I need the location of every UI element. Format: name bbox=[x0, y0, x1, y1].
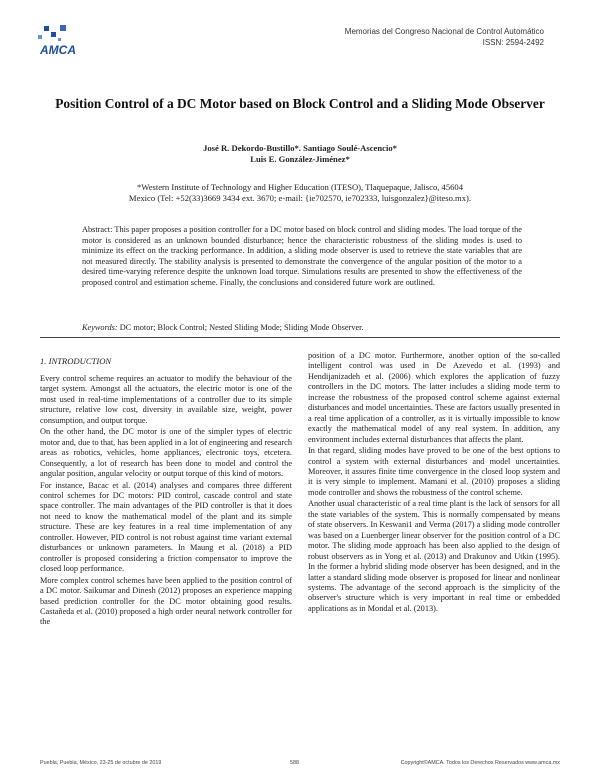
authors-line-2: Luis E. González-Jiménez* bbox=[250, 154, 350, 164]
amca-logo bbox=[34, 22, 104, 60]
keywords bbox=[82, 323, 522, 334]
journal-name: Memorias del Congreso Nacional de Control Automático bbox=[344, 27, 544, 36]
left-column bbox=[40, 374, 292, 629]
footer-location: Puebla, Puebla, México, 23-25 de octubre de 2019 bbox=[40, 760, 162, 766]
paragraph: Another usual characteristic of a real time plant is the lack of sensors for all the state variables of the system. This is normally compensated by means of state observers. In Keswani1 and Verma (2017) a sliding mode controller was based on a Luenberger linear observer for the position control of a DC motor. The sliding mode approach has been also applied to the design of robust observers as in Yong et al. (2013) and Drakunov and Utkin (1995). In the former a hybrid sliding mode observer has been designed, and in the latter a standard sliding mode observer is proposed for linear and nonlinear systems. The advantage of the second approach is the simplicity of the observer's structure which is very important in real time or embedded applications as in Mondal et al. (2013). bbox=[308, 499, 560, 613]
affiliation-line-1: *Western Institute of Technology and Higher Education (ITESO), Tlaquepaque, Jalisco, 45604 bbox=[136, 182, 464, 192]
section-divider bbox=[40, 337, 560, 338]
abstract: Abstract: This paper proposes a position controller for a DC motor based on block control and sliding modes. The load torque of the motor is considered as an unknown bounded disturbance; hence the characteristic robustness of the sliding modes is used to minimize its effect on the tracking performance. In addition, a sliding mode observer is used to retrieve the state variables that are not measured directly. The stability analysis is presented to demonstrate the convergence of the angular position of the motor to a desired time-varying reference despite the unknown load torque. Simulations results are presented to show the effectiveness of the proposed control and estimation scheme. Finally, the conclusions and considered future work are outlined. bbox=[82, 225, 522, 287]
paragraph: In that regard, sliding modes have proved to be one of the best options to control a system with external disturbances and model uncertainties. Moreover, it assures finite time convergence in the closed loop system and it is very simple to implement. Mamani et al. (2010) proposes a sliding mode controller and shows the robustness of the control scheme. bbox=[308, 446, 560, 497]
authors bbox=[40, 143, 560, 165]
page-number: 588 bbox=[290, 760, 299, 766]
issn: ISSN: 2594-2492 bbox=[482, 38, 544, 47]
keywords-label: Keywords: bbox=[82, 323, 118, 332]
affiliation-line-2: Mexico (Tel: +52(33)3669 3434 ext. 3670; e-mail: {ie702570, ie702333, luisgonzalez}@iteso.mx). bbox=[128, 193, 472, 203]
paragraph: More complex control schemes have been applied to the position control of a DC motor. Saikumar and Dinesh (2012) proposes an experience mapping based prediction controller for the DC motor obtaining good results. Castañeda et al. (2010) proposed a high order neural network controller for the bbox=[40, 575, 292, 627]
paper-title: Position Control of a DC Motor based on Block Control and a Sliding Mode Observer bbox=[55, 96, 545, 111]
paragraph: position of a DC motor. Furthermore, another option of the so-called intelligent control was used in De Azevedo et al. (1993) and Hendijanizadeh et al. (2006) which explores the application of fuzzy controllers in the DC motors. The latter includes a sliding mode term to increase the robustness of the proposed control scheme against external disturbances and model uncertainties. These are factors usually presented in a real time application of a controller, as it is virtually impossible to know exactly the mathematical model of any real system. In addition, any environment includes external disturbances that affects the plant. bbox=[308, 351, 560, 444]
paragraph: Every control scheme requires an actuator to modify the behaviour of the target system. Amongst all the actuators, the electric motor is one of the most used in real-time implementations of a controller due to its simple structure, relative low cost, diversity in available size, weight, power consumption, and output torque. bbox=[40, 374, 292, 425]
footer-copyright: Copyright©AMCA. Todos los Derechos Reservados www.amca.mx bbox=[400, 760, 560, 766]
keywords-text: DC motor; Block Control; Nested Sliding Mode; Sliding Mode Observer. bbox=[119, 323, 364, 332]
paragraph: For instance, Bacac et al. (2014) analyses and compares three different control schemes for DC motors: PID control, cascade control and state space controller. The main advantages of the PID controller is that it does not need to know the mathematical model of the plant and its simple structure. These are key features in a real time implementation of any controller. However, PID control is not robust against time variant external disturbances or unknown parameters. In Maung et al. (2018) a PID controller is proposed considering a friction compensator to improve the closed loop performance. bbox=[40, 480, 292, 574]
section-heading-introduction: 1. INTRODUCTION bbox=[40, 356, 112, 366]
affiliation bbox=[40, 182, 560, 204]
logo-text: AMCA bbox=[40, 43, 76, 57]
right-column bbox=[308, 351, 560, 615]
paragraph: On the other hand, the DC motor is one of the simpler types of electric motor and, due to that, has been applied in a lot of engineering and research areas as robotics, vehicles, home appliances, electronic toys, etcetera. Consequently, a lot of research has been done to model and control the angular position, angular velocity or output torque of this kind of motors. bbox=[40, 427, 292, 479]
authors-line-1: José R. Dekordo-Bustillo*. Santiago Soulé-Ascencio* bbox=[203, 143, 397, 153]
